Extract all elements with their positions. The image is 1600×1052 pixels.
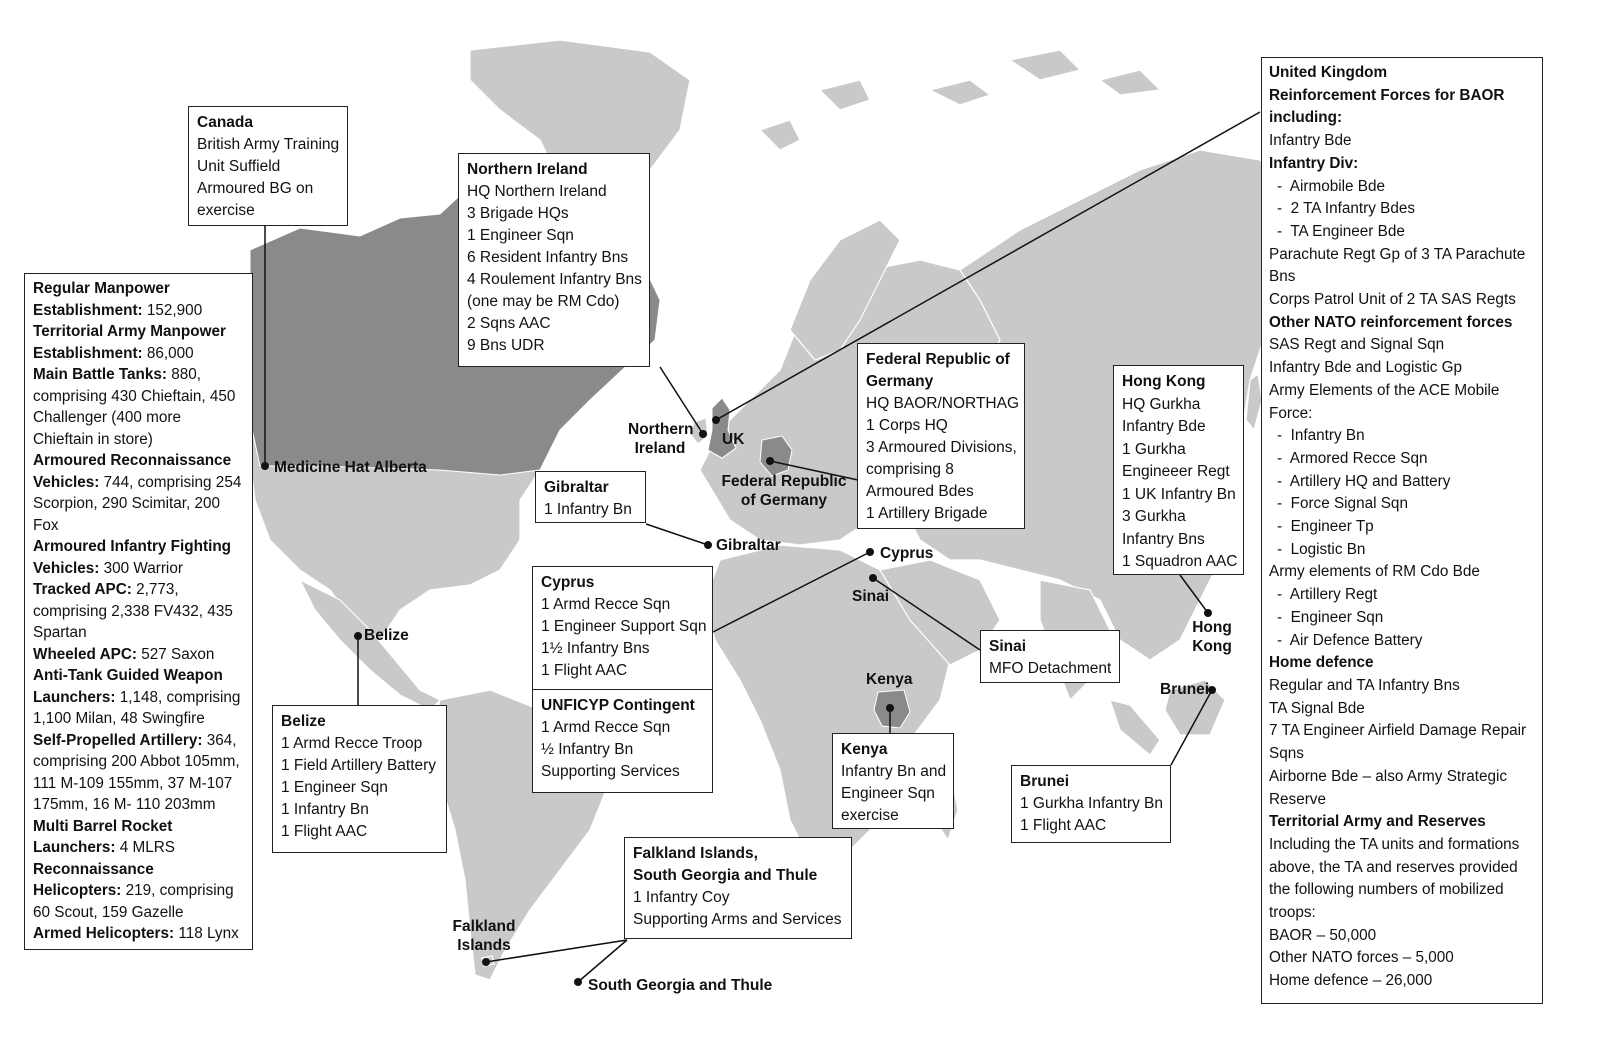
stat-heading: Armed Helicopters: [33, 925, 175, 942]
stat-heading: Tracked APC: [33, 581, 132, 598]
hong-kong-line: Engineeer Regt [1122, 463, 1230, 480]
northern-ireland-line: 3 Brigade HQs [467, 205, 569, 222]
belize-line: 1 Flight AAC [281, 823, 368, 840]
hong-kong-line: 1 Gurkha [1122, 440, 1186, 458]
unficyp-line: 1 Armd Recce Sqn [541, 719, 671, 736]
stat-value: 744, comprising 254 Scorpion, 290 Scimitar, 200 Fox [33, 473, 242, 534]
stat-entry [33, 816, 244, 859]
northern-ireland-line: HQ Northern Ireland [467, 183, 607, 200]
arctic-islands-landmass [760, 50, 1160, 150]
northern-ireland-line: 1 Engineer Sqn [467, 227, 574, 244]
label-brunei: Brunei [1160, 681, 1210, 698]
stat-value: 527 Saxon [141, 645, 215, 663]
frg-line: comprising 8 [866, 461, 954, 478]
label-kenya: Kenya [866, 671, 913, 688]
cyprus-line: 1½ Infantry Bns [541, 640, 650, 657]
canada-line: exercise [197, 202, 255, 219]
uk-line: troops: [1269, 904, 1316, 922]
uk-sub-item: - Artillery Regt [1269, 584, 1535, 607]
frg-title: Germany [866, 373, 934, 390]
uk-line: BAOR – 50,000 [1269, 926, 1377, 944]
brunei-box [1011, 765, 1171, 843]
stat-value: 2,773, comprising 2,338 FV432, 435 Spartan [33, 581, 233, 641]
frg-line: 1 Artillery Brigade [866, 505, 988, 522]
canada-box [188, 106, 348, 226]
uk-section-heading: Reinforcement Forces for BAOR [1269, 86, 1505, 104]
uk-line: the following numbers of mobilized [1269, 881, 1504, 899]
cyprus-box [532, 566, 713, 690]
uk-sub-item: - Engineer Tp [1269, 516, 1535, 539]
uk-section-heading: United Kingdom [1269, 64, 1388, 81]
uk-section-heading: Other NATO reinforcement forces [1269, 313, 1513, 331]
uk-line: Reserve [1269, 790, 1326, 808]
uk-sub-item: - Artillery HQ and Battery [1269, 471, 1535, 494]
falklands-line: 1 Infantry Coy [633, 889, 730, 906]
location-dot-falklands [482, 958, 490, 966]
falklands-title: South Georgia and Thule [633, 867, 818, 884]
belize-title: Belize [281, 713, 326, 730]
frg-line: Armoured Bdes [866, 483, 974, 500]
stat-value: 880, comprising 430 Chieftain, 450 Challenger (400 more Chieftain in store) [33, 366, 236, 448]
label-medicine-hat: Medicine Hat Alberta [274, 459, 427, 476]
kenya-line: exercise [841, 807, 899, 824]
uk-section-heading: Territorial Army and Reserves [1269, 813, 1486, 831]
canada-title: Canada [197, 114, 253, 131]
uk-line: TA Signal Bde [1269, 699, 1365, 717]
stat-entry [33, 579, 244, 644]
uk-sub-item: - Armored Recce Sqn [1269, 448, 1535, 471]
army-statistics-box [24, 273, 253, 950]
location-dot-northern-ireland [699, 430, 707, 438]
uk-line: above, the TA and reserves provided [1269, 858, 1518, 876]
stat-entry [33, 278, 244, 321]
stat-value: 152,900 [146, 301, 203, 319]
unficyp-box [532, 689, 713, 793]
hong-kong-line: Infantry Bde [1122, 418, 1206, 435]
uk-section-heading: Infantry Div: [1269, 154, 1359, 172]
belize-box [272, 705, 447, 853]
location-dot-brunei [1208, 686, 1216, 694]
cyprus-title: Cyprus [541, 574, 595, 591]
stat-value: 364, comprising 200 Abbot 105mm, 111 M-109 155mm, 37 M-107 175mm, 16 M- 110 203mm [33, 731, 240, 813]
label-gibraltar: Gibraltar [716, 537, 781, 554]
frg-title: Federal Republic of [866, 351, 1010, 368]
uk-line: Including the TA units and formations [1269, 835, 1520, 853]
location-dot-uk [712, 416, 720, 424]
uk-line: Infantry Bde [1269, 132, 1352, 150]
gibraltar-box [535, 471, 646, 523]
uk-sub-item: - Infantry Bn [1269, 425, 1535, 448]
northern-ireland-line: (one may be RM Cdo) [467, 293, 620, 310]
uk-line: 7 TA Engineer Airfield Damage Repair [1269, 722, 1527, 740]
stat-value: 86,000 [146, 344, 194, 362]
label-cyprus: Cyprus [880, 545, 934, 562]
gibraltar-title: Gibraltar [544, 479, 609, 496]
hong-kong-line: 1 Squadron AAC [1122, 553, 1238, 570]
stat-heading: Multi Barrel Rocket Launchers: [33, 817, 173, 856]
location-dot-kenya [886, 704, 894, 712]
location-dot-hong-kong [1204, 609, 1212, 617]
northern-ireland-line: 2 Sqns AAC [467, 315, 551, 332]
stat-entry [33, 923, 244, 945]
sumatra-landmass [1110, 700, 1160, 755]
uk-section-heading: including: [1269, 109, 1343, 127]
gibraltar-line: 1 Infantry Bn [544, 501, 632, 518]
northern-ireland-line: 4 Roulement Infantry Bns [467, 271, 642, 288]
stat-entry [33, 644, 244, 666]
kenya-box [832, 733, 954, 829]
uk-sub-item: - Force Signal Sqn [1269, 493, 1535, 516]
uk-sub-item: - TA Engineer Bde [1269, 221, 1535, 244]
sinai-title: Sinai [989, 638, 1027, 655]
stat-heading: Wheeled APC: [33, 645, 137, 663]
stat-entry [33, 536, 244, 579]
uk-line: Army Elements of the ACE Mobile [1269, 381, 1500, 399]
hong-kong-box [1113, 365, 1244, 575]
belize-line: 1 Engineer Sqn [281, 779, 388, 796]
canada-line: British Army Training [197, 136, 340, 153]
unficyp-title: UNFICYP Contingent [541, 697, 695, 714]
belize-line: 1 Armd Recce Troop [281, 735, 423, 752]
cyprus-line: 1 Armd Recce Sqn [541, 596, 671, 613]
stat-value: 118 Lynx [178, 925, 239, 942]
falklands-box [624, 837, 852, 939]
stat-heading: Reconnaissance Helicopters: [33, 860, 154, 899]
sinai-line: MFO Detachment [989, 660, 1112, 677]
stat-heading: Territorial Army Manpower Establishment: [33, 323, 226, 362]
stat-value: 219, comprising 60 Scout, 159 Gazelle [33, 882, 234, 921]
canada-line: Unit Suffield [197, 158, 281, 175]
frg-line: 3 Armoured Divisions, [866, 439, 1017, 456]
stat-entry [33, 364, 244, 450]
stat-heading: Regular Manpower Establishment: [33, 280, 170, 319]
brunei-title: Brunei [1020, 773, 1070, 790]
frg-line: 1 Corps HQ [866, 417, 948, 434]
northern-ireland-line: 6 Resident Infantry Bns [467, 249, 629, 266]
uk-line: Army elements of RM Cdo Bde [1269, 563, 1480, 581]
hong-kong-line: Infantry Bns [1122, 530, 1205, 548]
label-northern-ireland: Northern Ireland [628, 421, 694, 457]
uk-line: Corps Patrol Unit of 2 TA SAS Regts [1269, 291, 1516, 309]
stat-value: 300 Warrior [103, 559, 183, 577]
uk-line: Force: [1269, 404, 1313, 422]
stat-entry [33, 450, 244, 536]
label-falklands: Falkland Islands [452, 918, 516, 954]
uk-sub-item: - Logistic Bn [1269, 539, 1535, 562]
falklands-line: Supporting Arms and Services [633, 911, 842, 928]
frg-line: HQ BAOR/NORTHAG [866, 395, 1020, 412]
label-hong-kong: Hong Kong [1192, 619, 1232, 655]
northern-ireland-title: Northern Ireland [467, 161, 588, 178]
stat-heading: Self-Propelled Artillery: [33, 731, 203, 749]
cyprus-line: 1 Flight AAC [541, 662, 628, 679]
kenya-line: Infantry Bn and [841, 763, 947, 780]
stat-heading: Armoured Infantry Fighting Vehicles: [33, 538, 232, 577]
uk-sub-item: - 2 TA Infantry Bdes [1269, 198, 1535, 221]
location-dot-south-georgia [574, 978, 582, 986]
northern-ireland-box [458, 153, 650, 367]
location-dot-frg [766, 457, 774, 465]
uk-line: Bns [1269, 268, 1296, 286]
belize-line: 1 Infantry Bn [281, 801, 369, 818]
uk-sub-item: - Airmobile Bde [1269, 176, 1535, 199]
kenya-line: Engineer Sqn [841, 785, 935, 802]
hong-kong-title: Hong Kong [1122, 373, 1206, 390]
leader-gibraltar [646, 524, 708, 545]
uk-line: Parachute Regt Gp of 3 TA Parachute [1269, 245, 1526, 263]
uk-sub-item: - Air Defence Battery [1269, 630, 1535, 653]
northern-ireland-line: 9 Bns UDR [467, 337, 545, 354]
location-dot-cyprus [866, 548, 874, 556]
location-dot-belize [354, 632, 362, 640]
hong-kong-line: 3 Gurkha [1122, 508, 1186, 525]
uk-line: SAS Regt and Signal Sqn [1269, 336, 1445, 354]
stat-heading: Armoured Reconnaissance Vehicles: [33, 452, 232, 491]
stat-heading: Anti-Tank Guided Weapon Launchers: [33, 667, 223, 706]
frg-box [857, 343, 1025, 529]
label-frg: Federal Republic of Germany [721, 473, 847, 509]
canada-line: Armoured BG on [197, 180, 314, 197]
location-dot-sinai [869, 574, 877, 582]
uk-line: Home defence – 26,000 [1269, 972, 1433, 990]
label-sinai: Sinai [852, 588, 890, 605]
label-south-georgia: South Georgia and Thule [588, 977, 773, 994]
kenya-title: Kenya [841, 741, 888, 758]
hong-kong-line: HQ Gurkha [1122, 395, 1201, 413]
brunei-line: 1 Flight AAC [1020, 817, 1107, 834]
stat-value: 4 MLRS [119, 839, 175, 856]
label-belize: Belize [364, 627, 409, 644]
uk-line: Airborne Bde – also Army Strategic [1269, 767, 1508, 785]
uk-line: Regular and TA Infantry Bns [1269, 676, 1460, 694]
stat-entry [33, 730, 244, 816]
stat-entry [33, 665, 244, 730]
location-dot-medicine-hat [261, 462, 269, 470]
stat-value: 1,148, comprising 1,100 Milan, 48 Swingfire [33, 688, 241, 727]
uk-line: Sqns [1269, 745, 1304, 763]
belize-line: 1 Field Artillery Battery [281, 757, 437, 774]
unficyp-line: ½ Infantry Bn [541, 741, 634, 758]
stat-entry [33, 859, 244, 924]
sinai-box [980, 630, 1120, 683]
united-kingdom-box [1261, 57, 1543, 1004]
uk-section-heading: Home defence [1269, 654, 1374, 672]
unficyp-line: Supporting Services [541, 763, 680, 780]
label-uk: UK [722, 431, 745, 448]
location-dot-gibraltar [704, 541, 712, 549]
hong-kong-line: 1 UK Infantry Bn [1122, 485, 1236, 503]
cyprus-line: 1 Engineer Support Sqn [541, 618, 707, 635]
falklands-title: Falkland Islands, [633, 845, 758, 862]
uk-sub-item: - Engineer Sqn [1269, 607, 1535, 630]
uk-line: Infantry Bde and Logistic Gp [1269, 359, 1463, 377]
stat-heading: Main Battle Tanks: [33, 366, 168, 383]
stat-entry [33, 321, 244, 364]
uk-line: Other NATO forces – 5,000 [1269, 949, 1454, 967]
brunei-line: 1 Gurkha Infantry Bn [1020, 795, 1164, 812]
